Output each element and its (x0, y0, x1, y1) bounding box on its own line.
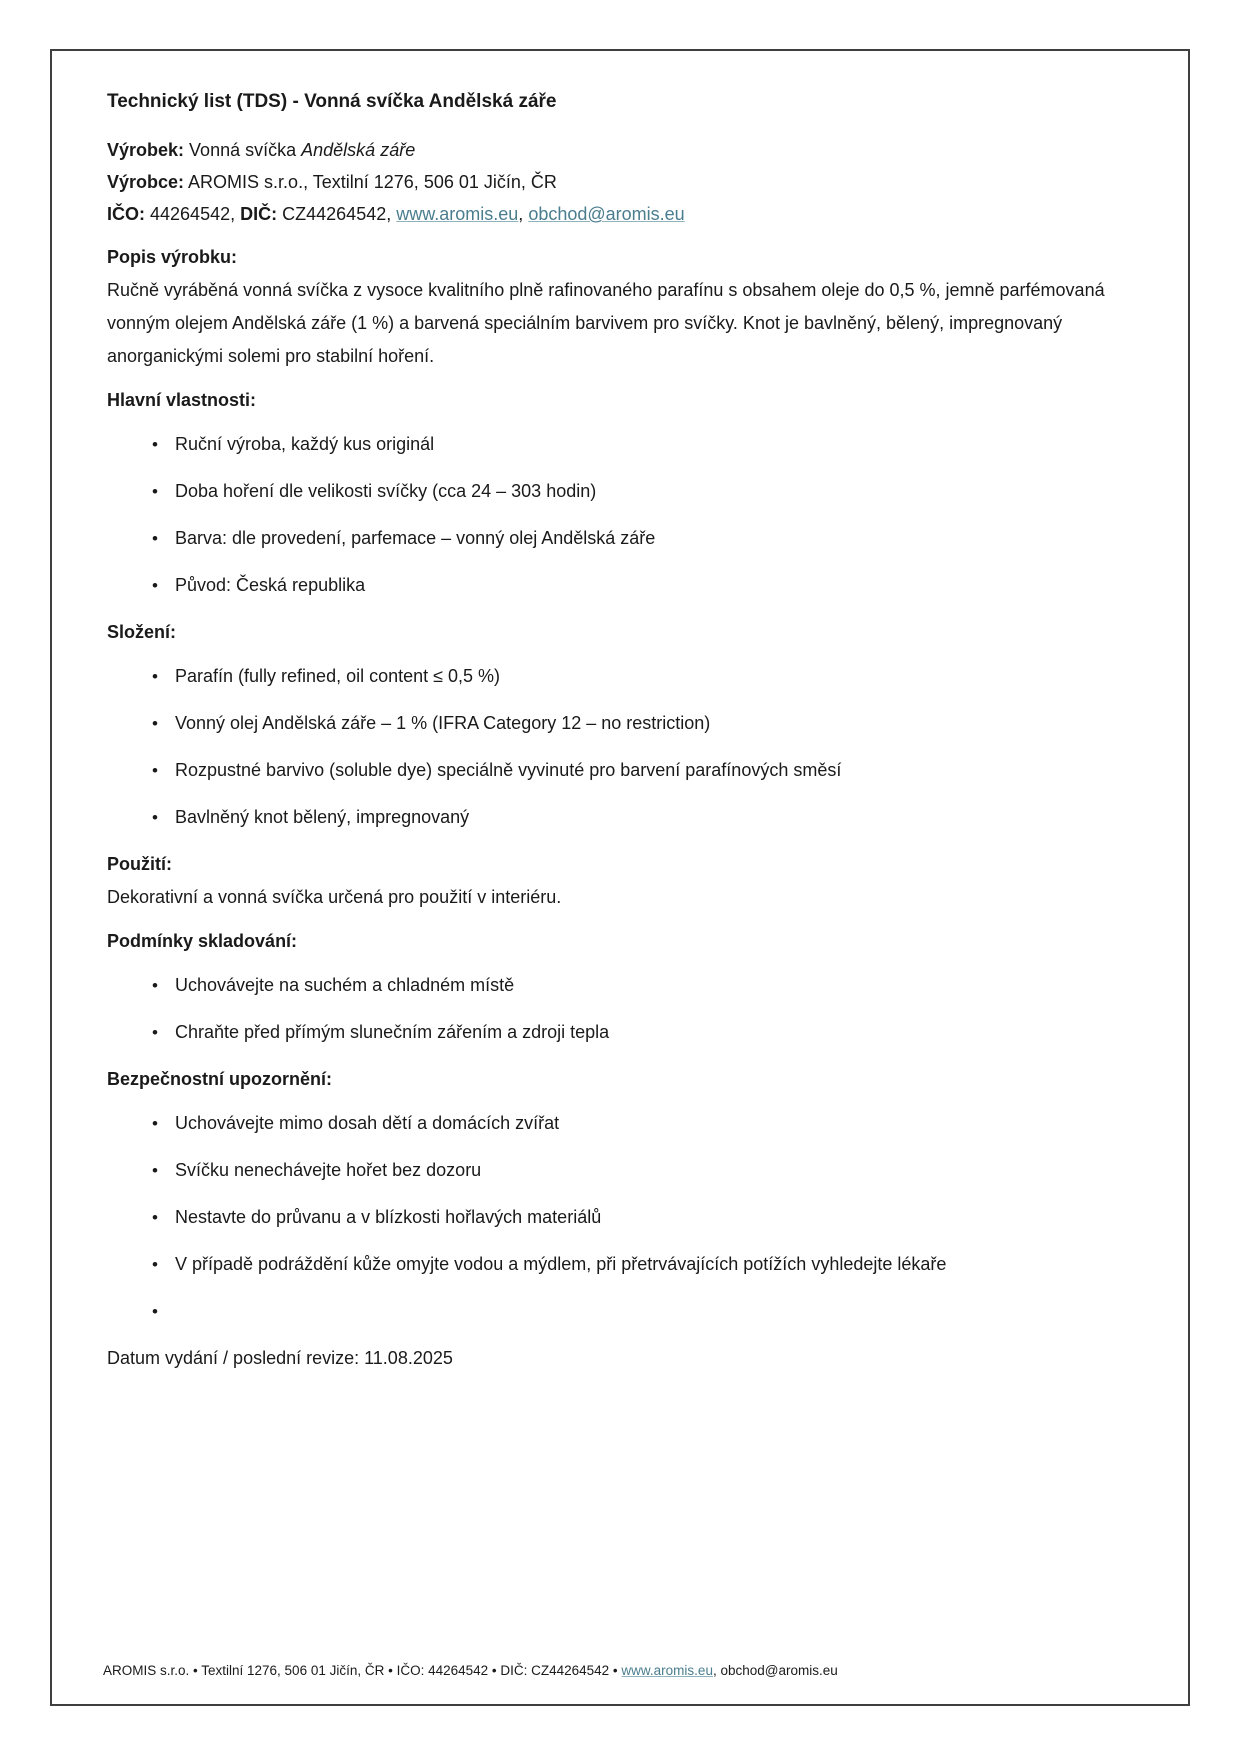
list-item (107, 969, 1134, 1002)
list-item (107, 1201, 1134, 1234)
list-item (107, 428, 1134, 461)
list-item-text: Barva: dle provedení, parfemace – vonný olej Andělská záře (175, 528, 656, 548)
list-item-text: Původ: Česká republika (175, 575, 366, 595)
list-item-text: Parafín (fully refined, oil content ≤ 0,5 %) (175, 666, 501, 686)
list-item-empty (107, 1295, 1134, 1328)
list-item-text: V případě podráždění kůže omyjte vodou a mýdlem, při přetrvávajících potížích vyhledejte lékaře (175, 1254, 947, 1274)
bullet-icon: • (152, 1161, 158, 1180)
list-item (107, 522, 1134, 555)
list-item (107, 660, 1134, 693)
list-item-text: Bavlněný knot bělený, impregnovaný (175, 807, 470, 827)
bullet-icon: • (152, 529, 158, 548)
bullet-icon: • (152, 435, 158, 454)
page-title: Technický list (TDS) - Vonná svíčka Andělská záře (107, 91, 557, 112)
list-item (107, 569, 1134, 602)
bullet-icon: • (152, 1302, 158, 1321)
list-item (107, 1107, 1134, 1140)
website-link[interactable]: www.aromis.eu (396, 204, 519, 224)
footer-text: AROMIS s.r.o. • Textilní 1276, 506 01 Jičín, ČR • IČO: 44264542 • DIČ: CZ44264542 • (103, 1663, 622, 1678)
list-item-text: Uchovávejte na suchém a chladném místě (175, 975, 515, 995)
list-item (107, 707, 1134, 740)
bullet-icon: • (152, 761, 158, 780)
bullet-icon: • (152, 976, 158, 995)
list-item (107, 1248, 1134, 1281)
list-item-text: Doba hoření dle velikosti svíčky (cca 24 – 303 hodin) (175, 481, 597, 501)
bullet-icon: • (152, 667, 158, 686)
bullet-icon: • (152, 808, 158, 827)
product-meta-block (107, 134, 1134, 230)
list-item-text: Svíčku nenechávejte hořet bez dozoru (175, 1160, 482, 1180)
list-item-text: Nestavte do průvanu a v blízkosti hořlavých materiálů (175, 1207, 602, 1227)
tds-page (50, 49, 1190, 1706)
list-item (107, 1016, 1134, 1049)
list-item (107, 475, 1134, 508)
footer-website-link[interactable]: www.aromis.eu (621, 1663, 713, 1678)
section-heading-bezpecnost: Bezpečnostní upozornění: (107, 1069, 332, 1089)
list-item-text: Uchovávejte mimo dosah dětí a domácích zvířat (175, 1113, 560, 1133)
bullet-icon: • (152, 1208, 158, 1227)
skladovani-list (107, 969, 1134, 1049)
list-item-text: Vonný olej Andělská záře – 1 % (IFRA Category 12 – no restriction) (175, 713, 711, 733)
list-item-text: Ruční výroba, každý kus originál (175, 434, 435, 454)
bullet-icon: • (152, 1023, 158, 1042)
email-link[interactable]: obchod@aromis.eu (528, 204, 685, 224)
bullet-icon: • (152, 1255, 158, 1274)
manufacturer-value: AROMIS s.r.o., Textilní 1276, 506 01 Jičín, ČR (188, 172, 557, 192)
bullet-icon: • (152, 576, 158, 595)
link-separator: , (518, 204, 529, 224)
footer-email-text: , obchod@aromis.eu (712, 1663, 838, 1678)
section-heading-popis: Popis výrobku: (107, 247, 238, 267)
bullet-icon: • (152, 1114, 158, 1133)
dic-label: DIČ: (240, 204, 278, 224)
manufacturer-label: Výrobce: (107, 172, 185, 192)
list-item (107, 801, 1134, 834)
page-footer (103, 1661, 1138, 1680)
list-item-text: Rozpustné barvivo (soluble dye) speciálně vyvinuté pro barvení parafínových směsí (175, 760, 842, 780)
dic-value: CZ44264542, (282, 204, 392, 224)
section-heading-skladovani: Podmínky skladování: (107, 931, 298, 951)
slozeni-list (107, 660, 1134, 834)
list-item (107, 754, 1134, 787)
list-item (107, 1154, 1134, 1187)
product-label: Výrobek: (107, 140, 185, 160)
bullet-icon: • (152, 714, 158, 733)
section-heading-vlastnosti: Hlavní vlastnosti: (107, 390, 257, 410)
bullet-icon: • (152, 482, 158, 501)
ico-value: 44264542, (150, 204, 236, 224)
section-heading-slozeni: Složení: (107, 622, 177, 642)
section-body-popis: Ručně vyráběná vonná svíčka z vysoce kvalitního plně rafinovaného parafínu s obsahem oleje do 0,5 %, jemně parfémovaná vonným olejem Andělská záře (1 %) a barvená speciálním barvivem pro svíčky. Knot je bavlněný, bělený, impregnovaný anorganickými solemi pro stabilní hoření. (107, 280, 1105, 366)
bezpecnost-list (107, 1107, 1134, 1328)
ico-label: IČO: (107, 204, 145, 224)
revision-date-line: Datum vydání / poslední revize: 11.08.2025 (107, 1348, 453, 1368)
product-name-italic: Andělská záře (301, 140, 416, 160)
section-body-pouziti: Dekorativní a vonná svíčka určená pro použití v interiéru. (107, 887, 562, 907)
section-heading-pouziti: Použití: (107, 854, 172, 874)
list-item-text: Chraňte před přímým slunečním zářením a zdroji tepla (175, 1022, 610, 1042)
vlastnosti-list (107, 428, 1134, 602)
product-value: Vonná svíčka (189, 140, 297, 160)
